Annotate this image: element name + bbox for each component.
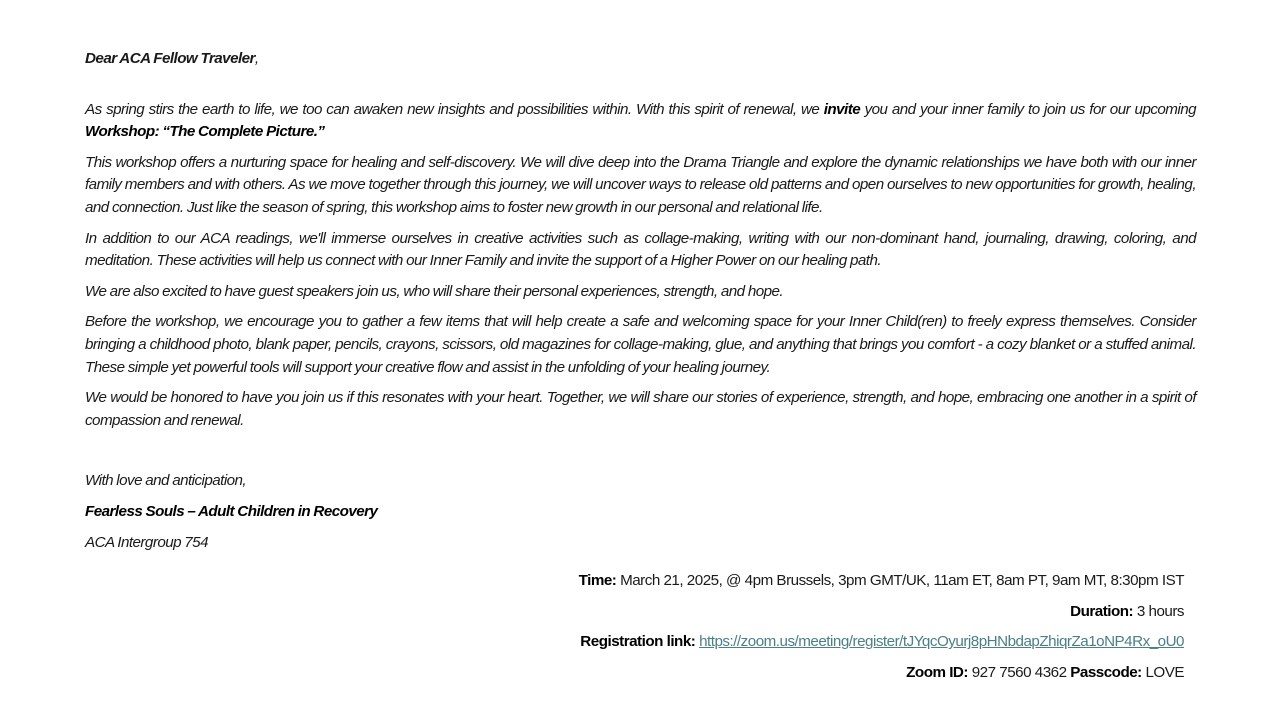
registration-link[interactable]: https://zoom.us/meeting/register/tJYqcOyurj8pHNbdapZhiqrZa1oNP4Rx_oU0 <box>699 633 1184 651</box>
passcode-label: Passcode: <box>1070 663 1142 681</box>
paragraph-workshop: This workshop offers a nurturing space for healing and self-discovery. We will dive deep into the Drama Triangle and explore the dynamic relationships we have both with our inner family members and with others. As we move together through this journey, we will uncover ways to release old patterns and open ourselves to new opportunities for growth, healing, and connection. Just like the season of spring, this workshop aims to foster new growth in our personal and relational life. <box>85 153 1196 216</box>
paragraph-invitation <box>85 99 1196 144</box>
signature: Fearless Souls – Adult Children in Recovery <box>85 502 378 520</box>
registration-label: Registration link: <box>580 633 696 651</box>
invite-emphasis: invite <box>823 100 861 118</box>
letter-body <box>85 99 1196 433</box>
greeting <box>85 48 1196 71</box>
duration-label: Duration: <box>1070 602 1134 620</box>
greeting-name: Dear ACA Fellow Traveler <box>85 50 255 67</box>
organization: ACA Intergroup 754 <box>85 533 208 551</box>
time-label: Time: <box>578 572 617 589</box>
greeting-comma: , <box>254 50 259 67</box>
zoom-row <box>579 662 1184 685</box>
closing-line: With love and anticipation, <box>85 472 247 490</box>
time-row <box>579 570 1184 593</box>
registration-row <box>579 631 1184 654</box>
time-value: March 21, 2025, @ 4pm Brussels, 3pm GMT/UK, 11am ET, 8am PT, 9am MT, 8:30pm IST <box>616 572 1184 589</box>
paragraph-speakers: We are also excited to have guest speakers join us, who will share their personal experiences, strength, and hope. <box>85 282 784 300</box>
invitation-letter <box>85 48 1196 562</box>
zoom-id-label: Zoom ID: <box>906 663 968 681</box>
passcode-value: LOVE <box>1141 663 1184 681</box>
event-details <box>579 570 1184 692</box>
paragraph-items: Before the workshop, we encourage you to gather a few items that will help create a safe and welcoming space for your Inner Child(ren) to freely express themselves. Consider bringing a childhood photo, blank paper, pencils, crayons, scissors, old magazines for collage-making, glue, and anything that brings you comfort - a cozy blanket or a stuffed animal. These simple yet powerful tools will support your creative flow and assist in the unfolding of your healing journey. <box>85 313 1196 376</box>
duration-value: 3 hours <box>1133 602 1184 620</box>
paragraph-activities: In addition to our ACA readings, we'll immerse ourselves in creative activities such as collage-making, writing with our non-dominant hand, journaling, drawing, coloring, and meditation. These activities will help us connect with our Inner Family and invite the support of a Higher Power on our healing path. <box>85 229 1196 270</box>
zoom-id-value: 927 7560 4362 <box>967 663 1071 681</box>
paragraph-text: you and your inner family to join us for our upcoming <box>860 100 1196 118</box>
workshop-title: Workshop: “The Complete Picture.” <box>85 123 325 141</box>
paragraph-text: As spring stirs the earth to life, we too can awaken new insights and possibilities within. With this spirit of renewal, we <box>85 100 824 118</box>
closing-block <box>85 470 1196 554</box>
duration-row <box>579 601 1184 624</box>
paragraph-honored: We would be honored to have you join us if this resonates with your heart. Together, we will share our stories of experience, strength, and hope, embracing one another in a spirit of compassion and renewal. <box>85 389 1196 429</box>
